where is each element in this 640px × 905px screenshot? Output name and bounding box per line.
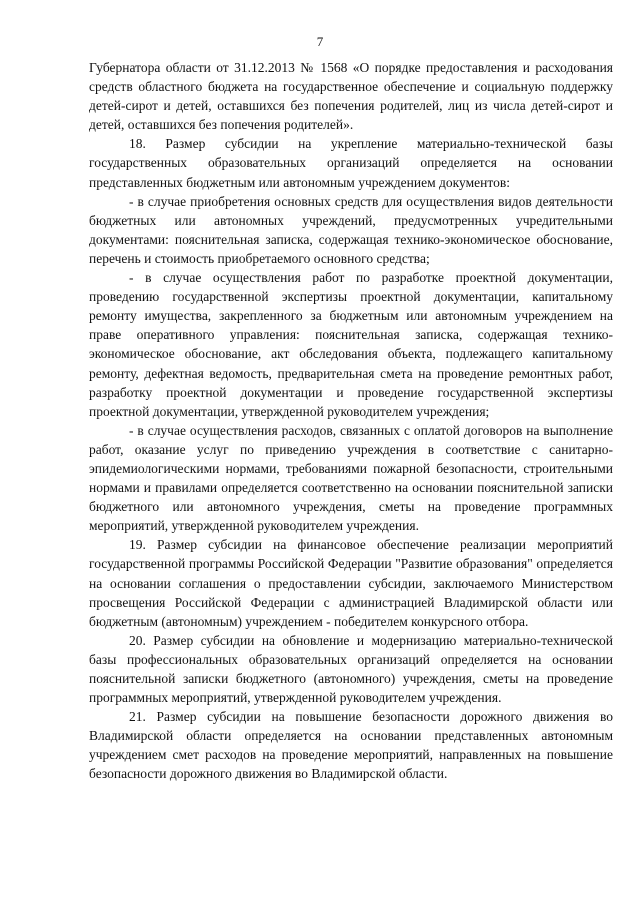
paragraph-21: 21. Размер субсидии на повышение безопасности дорожного движения во Владимирской области определяется на основании представленных автономным учреждением смет расходов на проведение мероприятий, направленных на повышение безопасности дорожного движения во Владимирской области.: [89, 709, 613, 782]
paragraph-19: 19. Размер субсидии на финансовое обеспечение реализации мероприятий государственной программы Российской Федерации "Развитие образования" определяется на основании соглашения о предоставлении субсидии, заключаемого Министерством просвещения Российской Федерации с администрацией Владимирской области или бюджетным (автономным) учреждением - победителем конкурсного отбора.: [89, 537, 613, 629]
paragraph-20: 20. Размер субсидии на обновление и модернизацию материально-технической базы профессиональных образовательных организаций определяется на основании пояснительной записки бюджетного (автономного) учреждения, сметы на проведение программных мероприятий, утвержденной руководителем учреждения.: [89, 632, 613, 706]
paragraph-18-item-compliance-expenses: - в случае осуществления расходов, связанных с оплатой договоров на выполнение работ, оказание услуг по приведению учреждения в соответствие с санитарно-эпидемиологическими нормами, требованиями пожарной безопасности, строительными нормами и правилами определяется соответственно на основании пояснительной записки бюджетного или автономного учреждения, сметы на проведение программных мероприятий, утвержденной руководителем учреждения.: [89, 422, 613, 534]
document-body: [89, 58, 613, 784]
paragraph-18: 18. Размер субсидии на укрепление материально-технической базы государственных образовательных организаций определяется на основании представленных бюджетным или автономным учреждением документов:: [89, 136, 613, 190]
paragraph-18-item-fixed-assets: - в случае приобретения основных средств для осуществления видов деятельности бюджетных или автономных учреждений, предусмотренных учредительными документами: пояснительная записка, содержащая технико-экономическое обоснование, перечень и стоимость приобретаемого основного средства;: [89, 193, 613, 266]
page-number: 7: [316, 34, 324, 49]
paragraph-18-item-design-works: - в случае осуществления работ по разработке проектной документации, проведению государственной экспертизы проектной документации, капитальному ремонту имущества, закрепленного за бюджетным или автономным учреждением на праве оперативного управления: пояснительная записка, содержащая технико-экономическое обоснование, акт обследования объекта, подлежащего капитальному ремонту, дефектная ведомость, предварительная смета на проведение ремонтных работ, разработку проектной документации и проведение государственной экспертизы проектной документации, утвержденной руководителем учреждения;: [89, 270, 613, 419]
paragraph-continuation: Губернатора области от 31.12.2013 № 1568 «О порядке предоставления и расходования средств областного бюджета на государственное обеспечение и социальную поддержку детей-сирот и детей, оставшихся без попечения родителей, лиц из числа детей-сирот и детей, оставшихся без попечения родителей».: [89, 60, 613, 133]
